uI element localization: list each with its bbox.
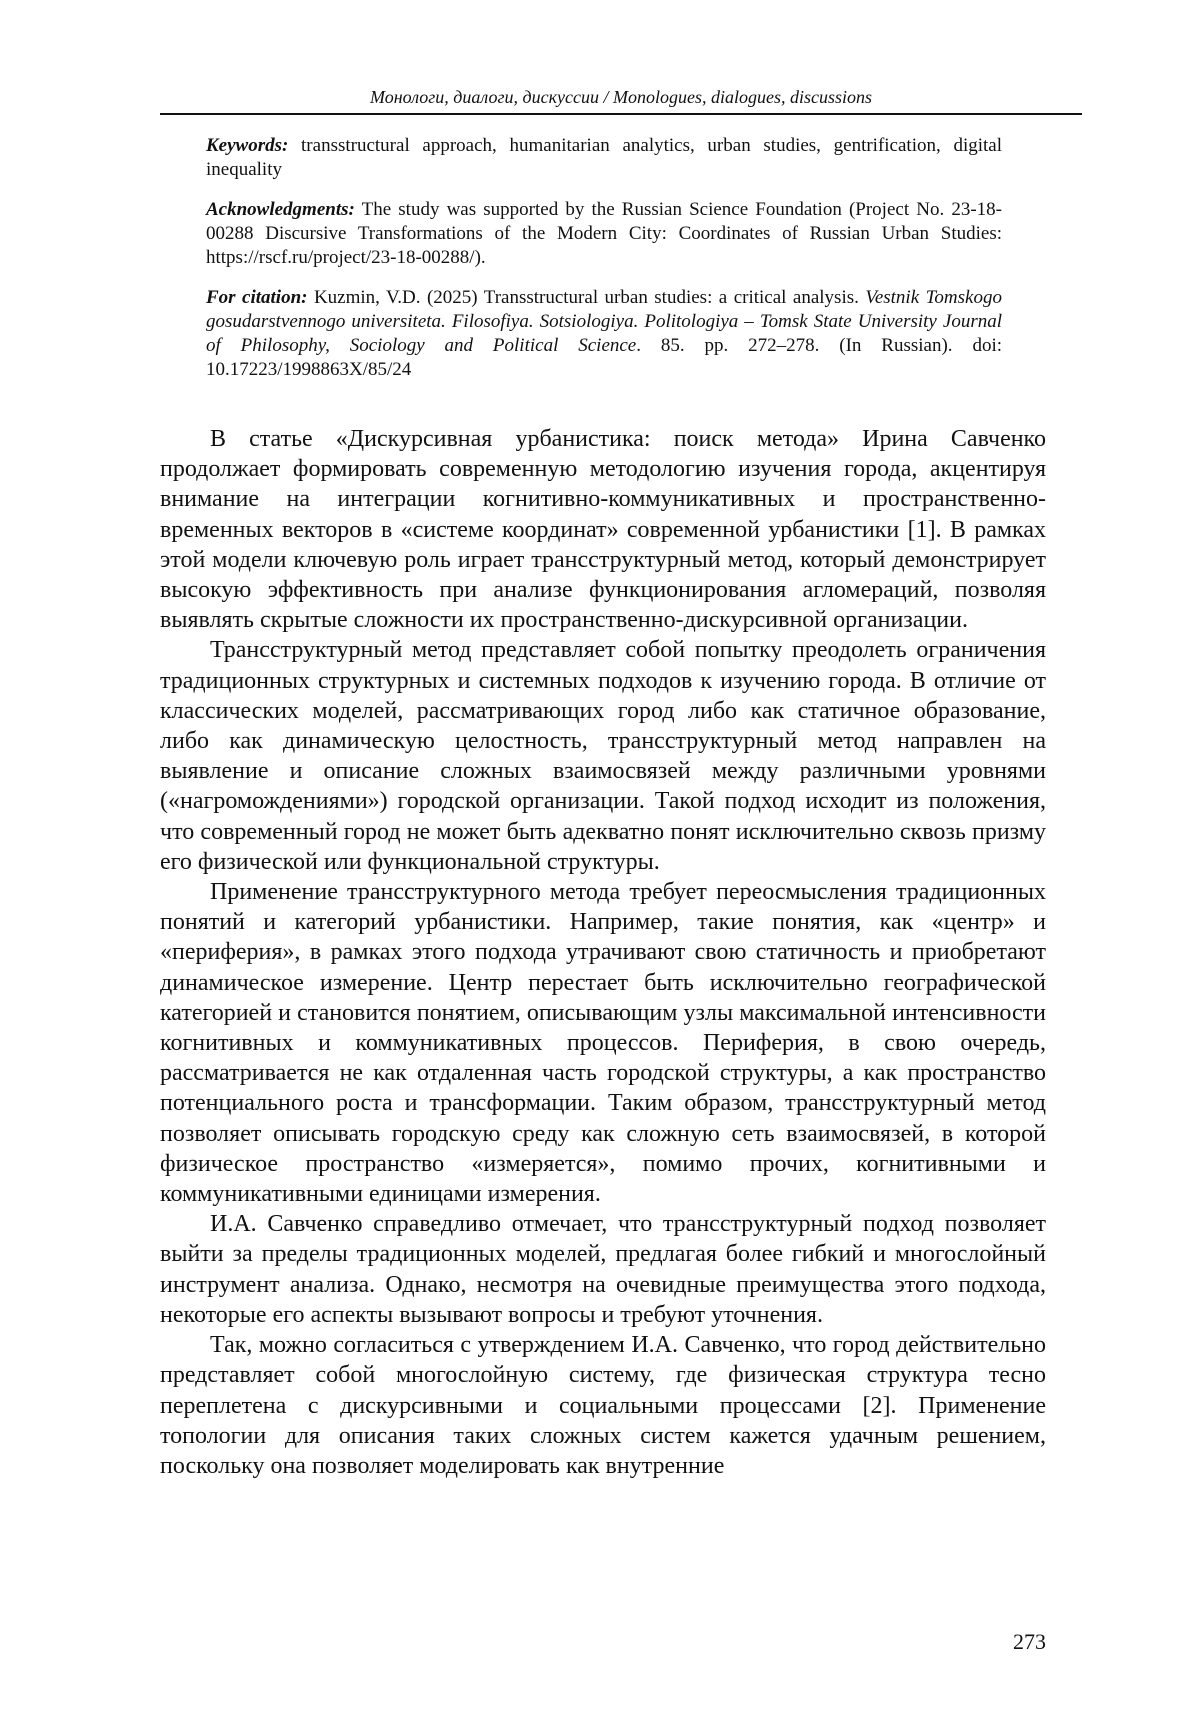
- citation: [206, 286, 1002, 382]
- page-number: 273: [1013, 1629, 1046, 1654]
- paragraph: Трансструктурный метод представляет собой попытку преодолеть ограничения традиционных структурных и системных подходов к изучению города. В отличие от классических моделей, рассматривающих город либо как статичное образование, либо как динамическую целостность, трансструктурный метод направлен на выявление и описание сложных взаимосвязей между различными уровнями («нагромождениями») городской организации. Такой подход исходит из положения, что современный город не может быть адекватно понят исключительно сквозь призму его физической или функциональной структуры.: [160, 637, 1046, 875]
- acknowledgments-text: The study was supported by the Russian Science Foundation (Project No. 23-18-00288 Discursive Transformations of the Modern City: Coordinates of Russian Urban Studies: https://rscf.ru/project/23-18-00288/).: [206, 199, 1002, 268]
- keywords-label: Keywords:: [206, 135, 289, 156]
- paragraph: И.А. Савченко справедливо отмечает, что трансструктурный подход позволяет выйти за пределы традиционных моделей, предлагая более гибкий и многослойный инструмент анализа. Однако, несмотря на очевидные преимущества этого подхода, некоторые его аспекты вызывают вопросы и требуют уточнения.: [160, 1211, 1046, 1328]
- keywords: [206, 134, 1002, 182]
- keywords-text: transstructural approach, humanitarian analytics, urban studies, gentrification, digital inequality: [206, 135, 1002, 180]
- citation-tail: . 85. pp. 272–278. (In Russian). doi: 10.17223/1998863X/85/24: [206, 335, 1002, 380]
- paragraph: Так, можно согласиться с утверждением И.А. Савченко, что город действительно представляет собой многослойную систему, где физическая структура тесно переплетена с дискурсивными и социальными процессами [2]. Применение топологии для описания таких сложных систем кажется удачным решением, поскольку она позволяет моделировать как внутренние: [160, 1332, 1046, 1479]
- citation-label: For citation:: [206, 287, 308, 308]
- acknowledgments-label: Acknowledgments:: [206, 199, 355, 220]
- paragraph: Применение трансструктурного метода требует переосмысления традиционных понятий и категорий урбанистики. Например, такие понятия, как «центр» и «периферия», в рамках этого подхода утрачивают свою статичность и приобретают динамическое измерение. Центр перестает быть исключительно географической категорией и становится понятием, описывающим узлы максимальной интенсивности когнитивных и коммуникативных процессов. Периферия, в свою очередь, рассматривается не как отдаленная часть городской структуры, а как пространство потенциального роста и трансформации. Таким образом, трансструктурный метод позволяет описывать городскую среду как сложную сеть взаимосвязей, в которой физическое пространство «измеряется», помимо прочих, когнитивными и коммуникативными единицами измерения.: [160, 879, 1046, 1208]
- citation-journal: Vestnik Tomskogo gosudarstvennogo universiteta. Filosofiya. Sotsiologiya. Politologiya – Tomsk State University Journal of Philosophy, Sociology and Political Science: [206, 287, 1002, 356]
- paragraph: В статье «Дискурсивная урбанистика: поиск метода» Ирина Савченко продолжает формировать современную методологию изучения города, акцентируя внимание на интеграции когнитивно-коммуникативных и пространственно-временных векторов в «системе координат» современной урбанистики [1]. В рамках этой модели ключевую роль играет трансструктурный метод, который демонстрирует высокую эффективность при анализе функционирования агломераций, позволяя выявлять скрытые сложности их пространственно-дискурсивной организации.: [160, 426, 1046, 634]
- running-head: Монологи, диалоги, дискуссии / Monologues, dialogues, discussions: [370, 87, 872, 107]
- acknowledgments: [206, 198, 1002, 270]
- abstract-meta: [206, 134, 1002, 398]
- article-body: [160, 424, 1046, 1481]
- citation-text: Kuzmin, V.D. (2025) Transstructural urban studies: a critical analysis.: [307, 287, 866, 308]
- header-rule: [160, 113, 1082, 115]
